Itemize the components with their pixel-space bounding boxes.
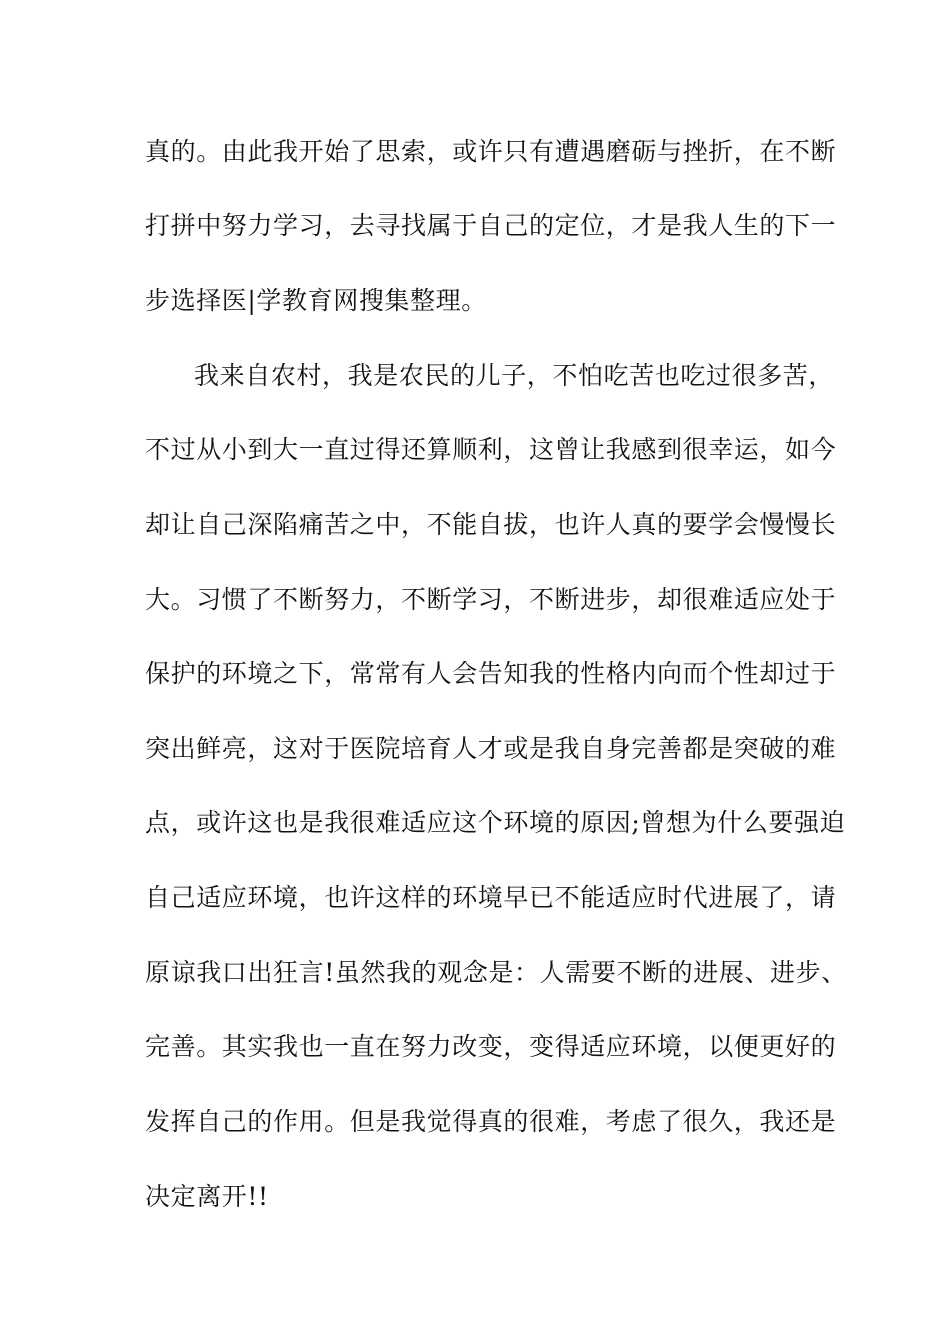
text-line: 打拼中努力学习，去寻找属于自己的定位，才是我人生的下一 bbox=[145, 211, 837, 240]
text-line: 却让自己深陷痛苦之中，不能自拔，也许人真的要学会慢慢长 bbox=[145, 510, 837, 539]
text-line: 完善。其实我也一直在努力改变，变得适应环境，以便更好的 bbox=[145, 1032, 837, 1061]
text-line: 步选择医|学教育网搜集整理。 bbox=[145, 286, 487, 315]
text-line: 原谅我口出狂言!虽然我的观念是：人需要不断的进展、进步、 bbox=[145, 958, 847, 987]
text-line: 保护的环境之下，常常有人会告知我的性格内向而个性却过于 bbox=[145, 659, 837, 688]
text-line: 真的。由此我开始了思索，或许只有遭遇磨砺与挫折，在不断 bbox=[145, 137, 837, 166]
paragraph-first-line: 我来自农村，我是农民的儿子，不怕吃苦也吃过很多苦， bbox=[194, 361, 835, 390]
text-line: 不过从小到大一直过得还算顺利，这曾让我感到很幸运，如今 bbox=[145, 435, 837, 464]
text-line: 大。习惯了不断努力，不断学习，不断进步，却很难适应处于 bbox=[145, 585, 837, 614]
text-line: 发挥自己的作用。但是我觉得真的很难，考虑了很久，我还是 bbox=[145, 1107, 837, 1136]
text-line: 点，或许这也是我很难适应这个环境的原因;曾想为什么要强迫 bbox=[145, 808, 846, 837]
text-line: 自己适应环境，也许这样的环境早已不能适应时代进展了，请 bbox=[145, 883, 837, 912]
text-line: 决定离开!! bbox=[145, 1182, 269, 1211]
text-line: 突出鲜亮，这对于医院培育人才或是我自身完善都是突破的难 bbox=[145, 734, 837, 763]
